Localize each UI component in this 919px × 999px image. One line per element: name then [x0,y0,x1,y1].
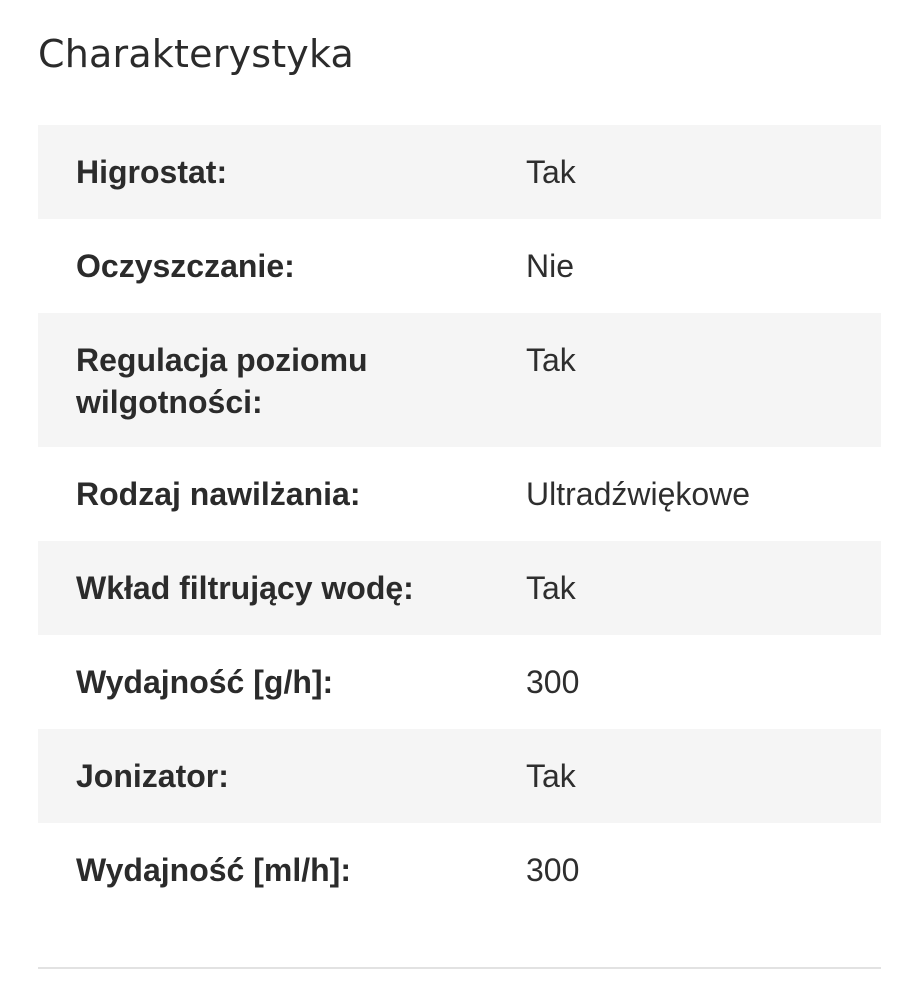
spec-label [38,541,488,635]
spec-label-text: Oczyszczanie: [76,248,295,284]
spec-row-oczyszczanie [38,219,881,313]
spec-label-text: Wkład filtrujący wodę: [76,570,414,606]
spec-row-wydajnosc-gh [38,635,881,729]
spec-label [38,125,488,219]
bottom-divider [38,967,881,969]
spec-row-wklad-filtrujacy [38,541,881,635]
spec-label-text: Wydajność [ml/h]: [76,852,351,888]
spec-label [38,729,488,823]
spec-row-regulacja-wilgotnosci [38,313,881,447]
spec-label [38,823,488,917]
spec-label [38,219,488,313]
spec-value: Tak [526,570,576,606]
spec-row-jonizator [38,729,881,823]
spec-label [38,447,488,541]
spec-label-text: Rodzaj nawilżania: [76,476,361,512]
spec-row-higrostat [38,125,881,219]
spec-row-rodzaj-nawilzania [38,447,881,541]
section-title: Charakterystyka [38,32,355,76]
spec-value: 300 [526,852,580,888]
spec-table [38,125,881,917]
spec-value: 300 [526,664,580,700]
spec-label-text: Regulacja poziomu wilgotności: [76,342,368,420]
spec-value: Tak [526,342,576,378]
spec-value: Tak [526,154,576,190]
spec-value: Ultradźwiękowe [526,476,751,512]
spec-label-text: Jonizator: [76,758,229,794]
spec-label [38,635,488,729]
spec-value: Nie [526,248,575,284]
spec-label-text: Wydajność [g/h]: [76,664,334,700]
spec-table-body [38,125,881,917]
spec-label-text: Higrostat: [76,154,228,190]
spec-value: Tak [526,758,576,794]
spec-row-wydajnosc-mlh [38,823,881,917]
spec-label [38,313,488,447]
